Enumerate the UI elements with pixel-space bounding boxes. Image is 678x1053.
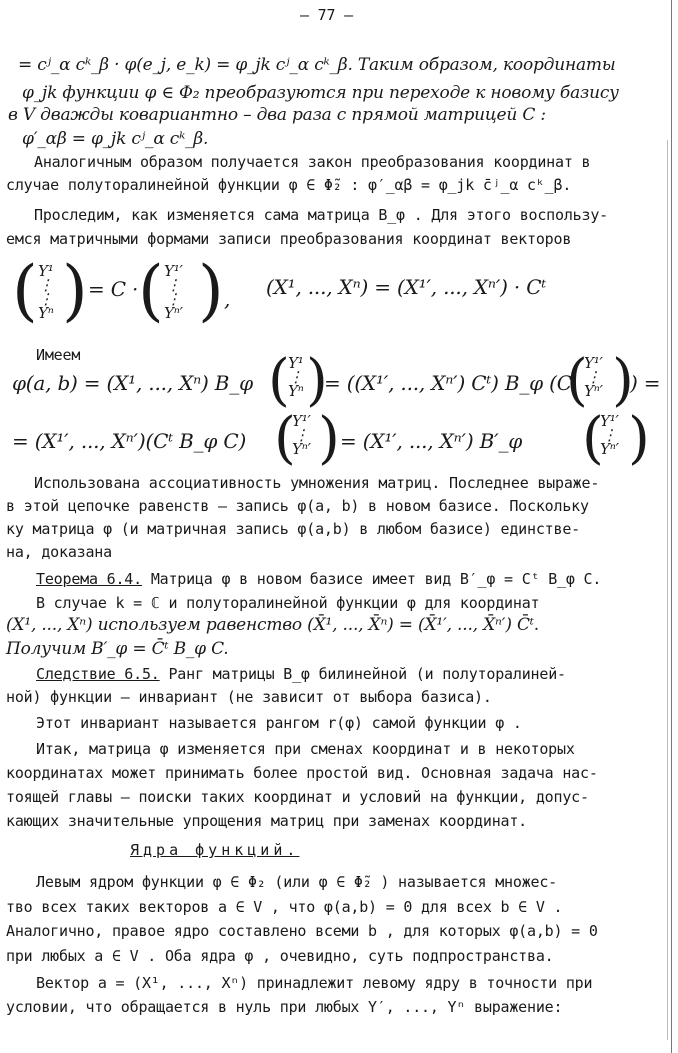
text-line-2: φ_jk функции φ ∈ Φ₂ преобразуются при переходе к новому базису bbox=[22, 83, 619, 103]
theorem-text: Матрица φ в новом базисе имеет вид B′_φ = Cᵗ B_φ C. bbox=[141, 570, 602, 588]
paren-close: ) bbox=[198, 252, 224, 329]
column-vector-y-prime: Y¹′ ⋮ Yⁿ′ bbox=[292, 412, 311, 458]
page-number: – 77 – bbox=[300, 6, 353, 24]
text-line-26: тоящей главы – поиски таких координат и условий на функции, допус- bbox=[6, 788, 589, 806]
corollary-line bbox=[36, 665, 566, 683]
text-line-15: ку матрица φ (и матричная запись φ(a,b) в любом базисе) единстве- bbox=[6, 520, 580, 538]
text-line-5: Аналогичным образом получается закон преобразования координат в bbox=[34, 153, 591, 171]
text-line-18: В случае k = ℂ и полуторалинейной функции φ для координат bbox=[36, 594, 540, 612]
paren-open: ( bbox=[138, 252, 164, 329]
formula-eq-c: = C · bbox=[88, 277, 139, 301]
paren-open: ( bbox=[274, 406, 296, 471]
text-line-30: тво всех таких векторов a ∈ V , что φ(a,b) = 0 для всех b ∈ V . bbox=[6, 898, 563, 916]
text-line-3: в V дважды ковариантно – два раза с прямой матрицей C : bbox=[8, 105, 546, 125]
formula-phi-new-basis: = (X¹′, ..., Xⁿ′)(Cᵗ B_φ C) bbox=[12, 429, 247, 453]
paren-open: ( bbox=[12, 252, 38, 329]
corollary-text: Ранг матрицы B_φ билинейной (и полуторалиней- bbox=[159, 665, 566, 683]
paren-close: ) bbox=[628, 406, 650, 471]
text-line-20: Получим B′_φ = C̄ᵗ B_φ C. bbox=[6, 639, 229, 659]
theorem-label: Теорема 6.4. bbox=[36, 570, 142, 588]
text-line-33: Вектор a = (X¹, ..., Xⁿ) принадлежит левому ядру в точности при bbox=[36, 974, 593, 992]
paren-open: ( bbox=[268, 348, 290, 413]
page-edge-line bbox=[671, 0, 672, 1053]
column-vector-y: Y¹ ⋮ ⋮ Yⁿ bbox=[38, 262, 54, 322]
text-line-8: емся матричными формами записи преобразования координат векторов bbox=[6, 230, 572, 248]
paren-open: ( bbox=[582, 406, 604, 471]
paren-close: ) bbox=[612, 348, 634, 413]
text-line-34: условии, что обращается в нуль при любых Y′, ..., Yⁿ выражение: bbox=[6, 998, 563, 1016]
text-line-31: Аналогично, правое ядро составлено всеми b , для которых φ(a,b) = 0 bbox=[6, 922, 598, 940]
formula-row-transform: (X¹, ..., Xⁿ) = (X¹′, ..., Xⁿ′) · Cᵗ bbox=[266, 275, 547, 299]
column-vector-y: Y¹ ⋮ Yⁿ bbox=[288, 354, 304, 400]
text-line-32: при любых a ∈ V . Оба ядра φ , очевидно, суть подпространства. bbox=[6, 947, 554, 965]
text-line-24: Итак, матрица φ изменяется при сменах координат и в некоторых bbox=[36, 740, 575, 758]
theorem-line bbox=[36, 570, 601, 588]
text-line-7: Проследим, как изменяется сама матрица B_φ . Для этого воспользу- bbox=[34, 206, 608, 224]
column-vector-y-prime: Y¹′ ⋮ ⋮ Yⁿ′ bbox=[164, 262, 183, 322]
paren-open: ( bbox=[566, 348, 588, 413]
paren-close: ) bbox=[318, 406, 340, 471]
paren-close: ) bbox=[306, 348, 328, 413]
formula-coordinate-transform bbox=[12, 252, 652, 336]
page-edge-line-inner bbox=[667, 140, 668, 1040]
text-line-6: случае полуторалинейной функции φ ∈ Φ̃₂ : φ′_αβ = φ_jk c̄ʲ_α cᵏ_β. bbox=[6, 176, 572, 194]
text-line-25: координатах может принимать более простой вид. Основная задача нас- bbox=[6, 764, 598, 782]
text-line-14: в этой цепочке равенств – запись φ(a, b) в новом базисе. Поскольку bbox=[6, 497, 589, 515]
column-vector-y-prime: Y¹′ ⋮ Yⁿ′ bbox=[584, 354, 603, 400]
formula-comma: , bbox=[224, 287, 231, 311]
corollary-label: Следствие 6.5. bbox=[36, 665, 160, 683]
text-line-23: Этот инвариант называется рангом r(φ) самой функции φ . bbox=[36, 714, 522, 732]
text-line-22: ной) функции – инвариант (не зависит от выбора базиса). bbox=[6, 688, 492, 706]
formula-phi-right: = ((X¹′, ..., Xⁿ′) Cᵗ) B_φ (C bbox=[324, 371, 572, 395]
text-line-19: (X¹, ..., Xⁿ) используем равенство (X̄¹, ..., X̄ⁿ) = (X̄¹′, ..., X̄ⁿ′) C̄ᵗ. bbox=[6, 615, 539, 635]
text-line-1: = cʲ_α cᵏ_β · φ(e_j, e_k) = φ_jk cʲ_α cᵏ_β. Таким образом, координаты bbox=[18, 55, 616, 75]
text-line-16: на, доказана bbox=[6, 543, 112, 561]
formula-phi-chain-2 bbox=[6, 404, 666, 480]
formula-tail: ) = bbox=[630, 371, 661, 395]
column-vector-y-prime: Y¹′ ⋮ Yⁿ′ bbox=[600, 412, 619, 458]
text-line-13: Использована ассоциативность умножения матриц. Последнее выраже- bbox=[34, 474, 600, 492]
text-line-29: Левым ядром функции φ ∈ Φ₂ (или φ ∈ Φ̃₂ ) называется множес- bbox=[36, 873, 558, 891]
formula-phi-left: φ(a, b) = (X¹, ..., Xⁿ) B_φ bbox=[12, 371, 253, 395]
paren-close: ) bbox=[62, 252, 88, 329]
text-line-4: φ′_αβ = φ_jk cʲ_α cᵏ_β. bbox=[22, 129, 209, 149]
section-heading: Ядра функций. bbox=[130, 841, 300, 859]
formula-b-prime: = (X¹′, ..., Xⁿ′) B′_φ bbox=[340, 429, 523, 453]
text-line-27: кающих значительные упрощения матриц при заменах координат. bbox=[6, 812, 528, 830]
text-line-10: Имеем bbox=[36, 346, 81, 364]
